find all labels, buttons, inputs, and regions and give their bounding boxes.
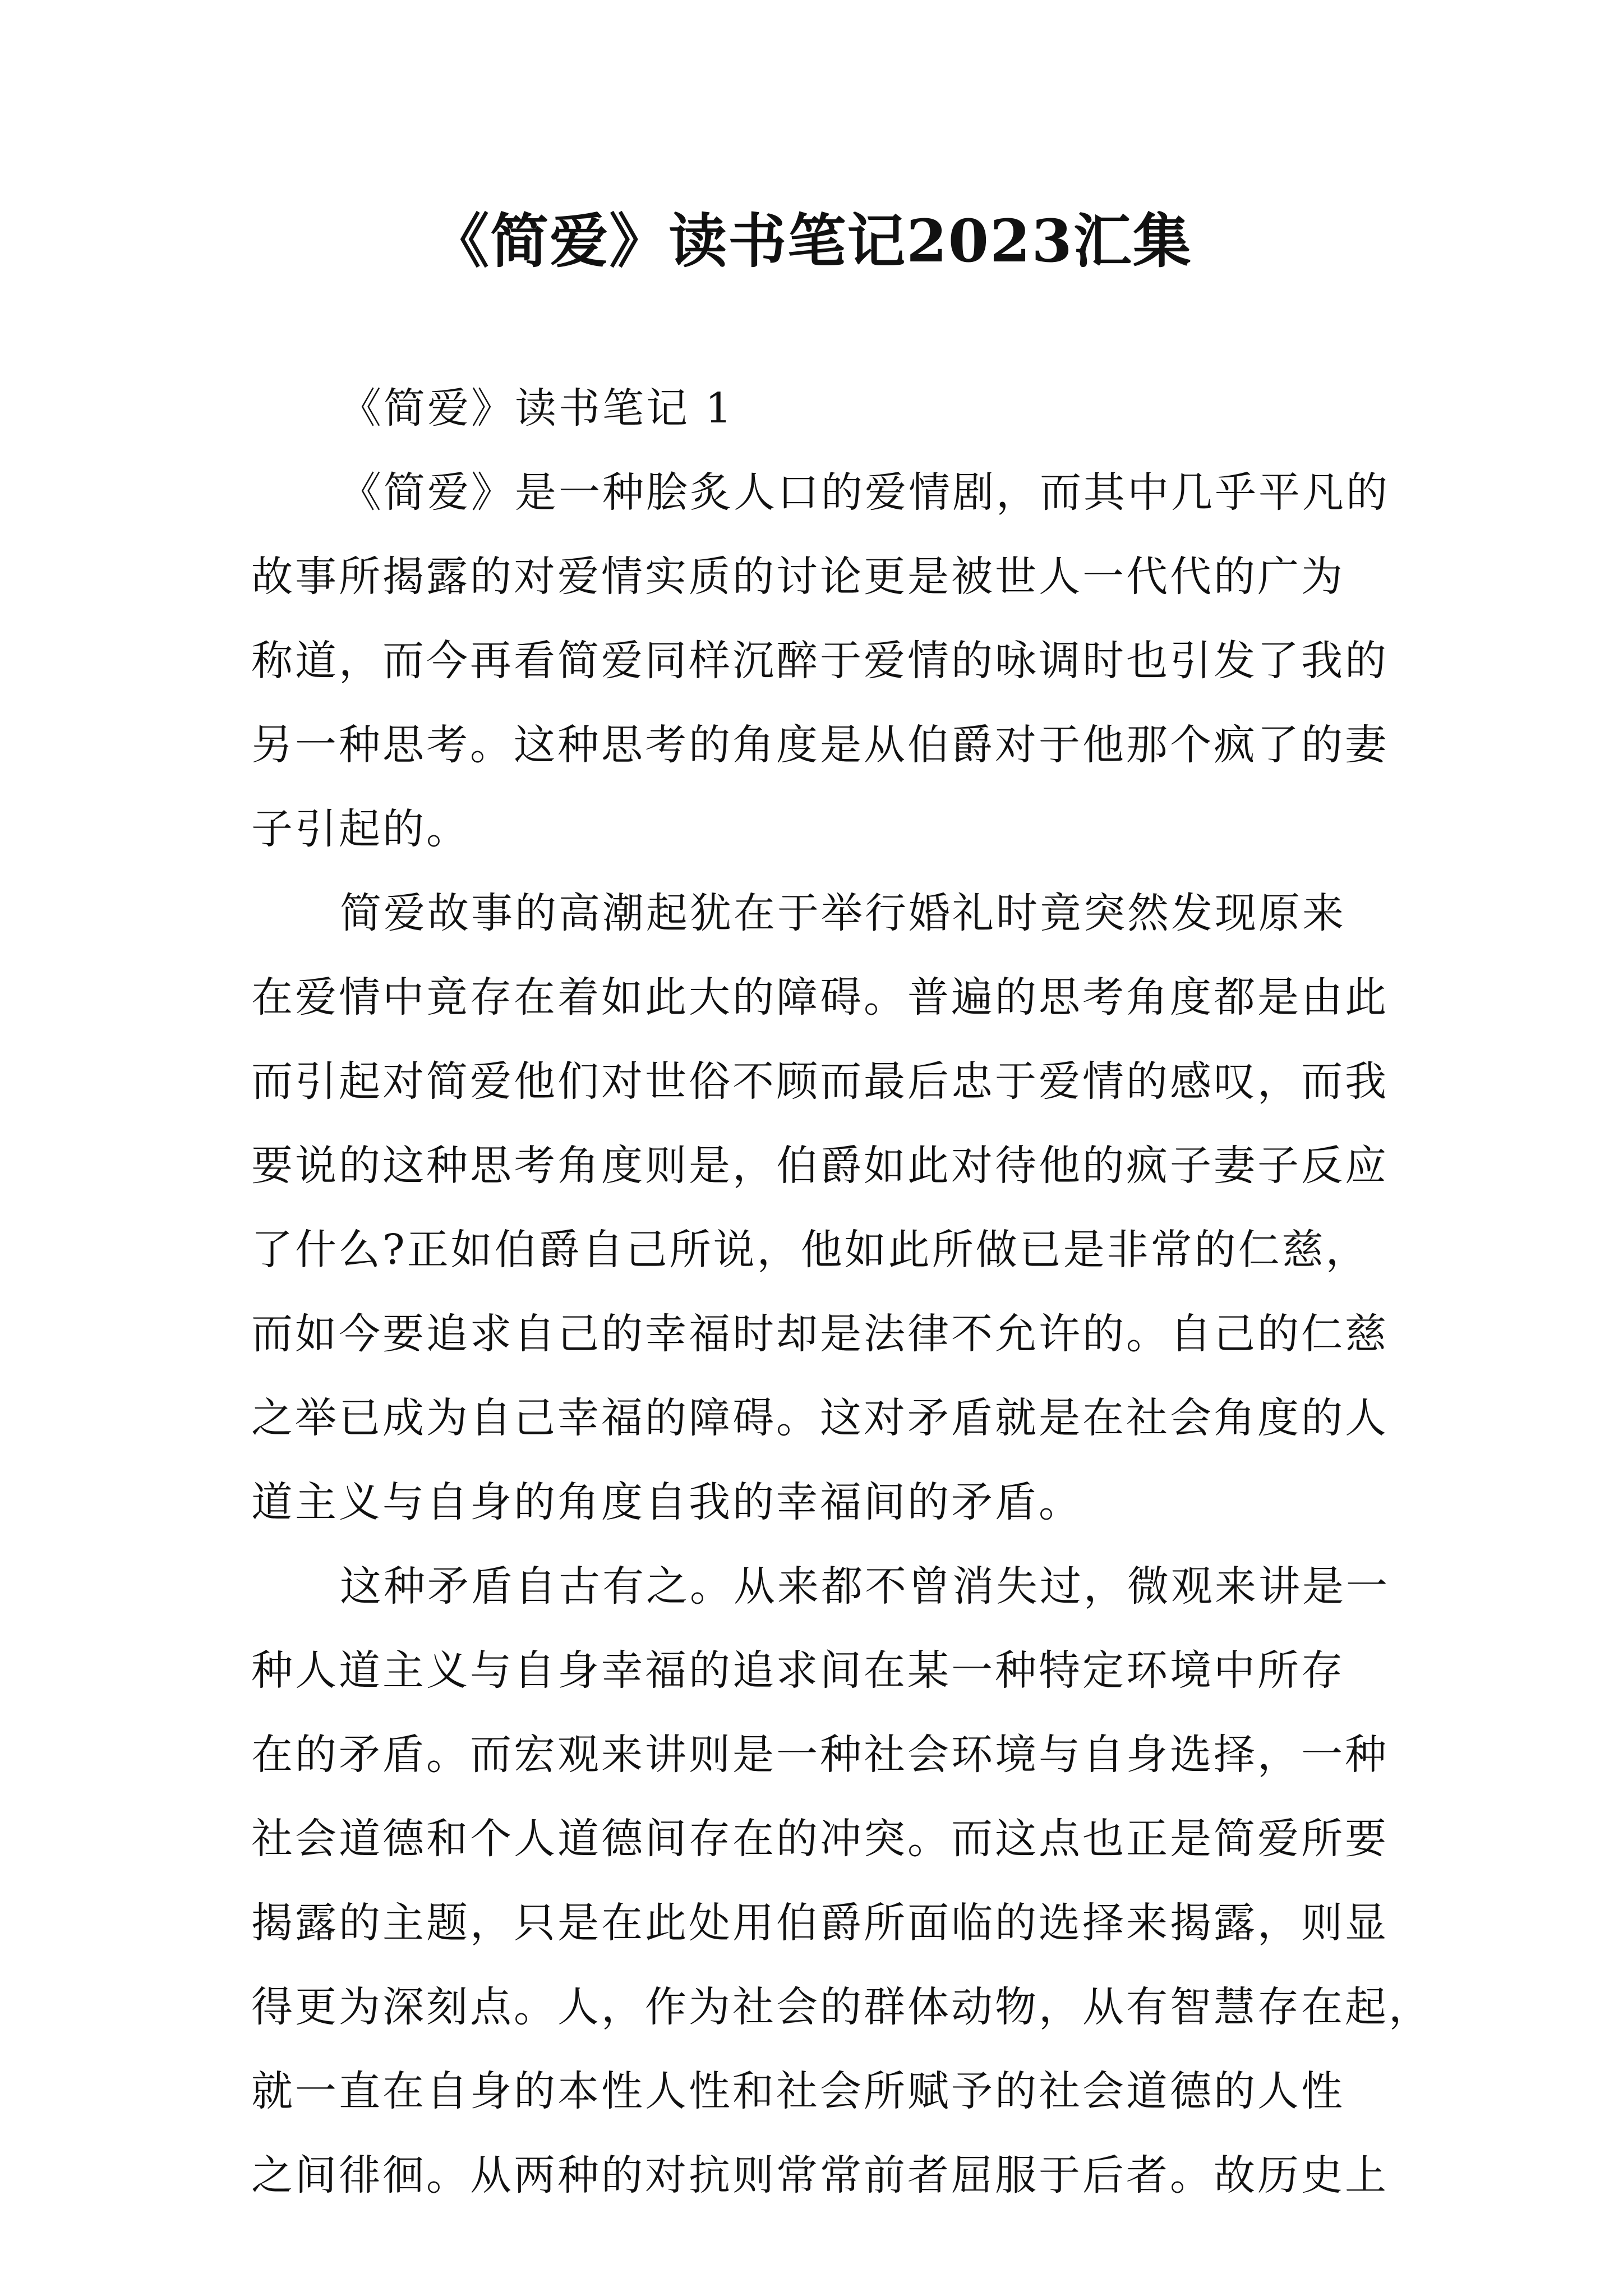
paragraph-line: 《简爱》是一种脍炙人口的爱情剧，而其中几乎平凡的	[340, 468, 1390, 517]
document-title: 《简爱》读书笔记2023汇集	[431, 206, 1192, 275]
paragraph-line: 故事所揭露的对爱情实质的讨论更是被世人一代代的广为	[251, 553, 1345, 601]
section-heading-block	[251, 381, 1384, 435]
paragraph-line: 了什么?正如伯爵自己所说，他如此所做已是非常的仁慈，	[251, 1226, 1370, 1274]
paragraph-line: 揭露的主题，只是在此处用伯爵所面临的选择来揭露，则显	[251, 1899, 1389, 1947]
paragraph-line: 就一直在自身的本性人性和社会所赋予的社会道德的人性	[251, 2067, 1345, 2115]
paragraph-line: 社会道德和个人道德间存在的冲突。而这点也正是简爱所要	[251, 1815, 1389, 1863]
paragraph-line: 之举已成为自己幸福的障碍。这对矛盾就是在社会角度的人	[251, 1394, 1389, 1442]
paragraph-line: 得更为深刻点。人，作为社会的群体动物，从有智慧存在起，	[251, 1983, 1432, 2031]
paragraph-line: 这种矛盾自古有之。从来都不曾消失过，微观来讲是一	[340, 1562, 1390, 1611]
paragraph-spacer	[251, 435, 1384, 466]
paragraph-line: 要说的这种思考角度则是，伯爵如此对待他的疯子妻子反应	[251, 1142, 1389, 1190]
paragraph-spacer	[251, 1529, 1384, 1559]
paragraph-line: 另一种思考。这种思考的角度是从伯爵对于他那个疯了的妻	[251, 721, 1389, 769]
paragraph-line: 而如今要追求自己的幸福时却是法律不允许的。自己的仁慈	[251, 1310, 1389, 1358]
paragraph-spacer	[251, 856, 1384, 886]
section-heading: 《简爱》读书笔记 1	[340, 384, 734, 432]
paragraph-3	[251, 1559, 1432, 2202]
paragraph-line: 种人道主义与自身幸福的追求间在某一种特定环境中所存	[251, 1646, 1345, 1695]
paragraph-line: 子引起的。	[251, 805, 470, 853]
paragraph-line: 道主义与自身的角度自我的幸福间的矛盾。	[251, 1478, 1082, 1526]
paragraph-2	[251, 886, 1389, 1529]
paragraph-line: 之间徘徊。从两种的对抗则常常前者屈服于后者。故历史上	[251, 2151, 1389, 2200]
paragraph-line: 而引起对简爱他们对世俗不顾而最后忠于爱情的感叹，而我	[251, 1057, 1389, 1106]
paragraph-1	[251, 466, 1390, 856]
paragraph-line: 在的矛盾。而宏观来讲则是一种社会环境与自身选择，一种	[251, 1731, 1389, 1779]
paragraph-line: 在爱情中竟存在着如此大的障碍。普遍的思考角度都是由此	[251, 973, 1389, 1022]
paragraph-line: 称道，而今再看简爱同样沉醉于爱情的咏调时也引发了我的	[251, 637, 1389, 685]
paragraph-line: 简爱故事的高潮起犹在于举行婚礼时竟突然发现原来	[340, 889, 1346, 937]
document-body	[251, 381, 1432, 2202]
